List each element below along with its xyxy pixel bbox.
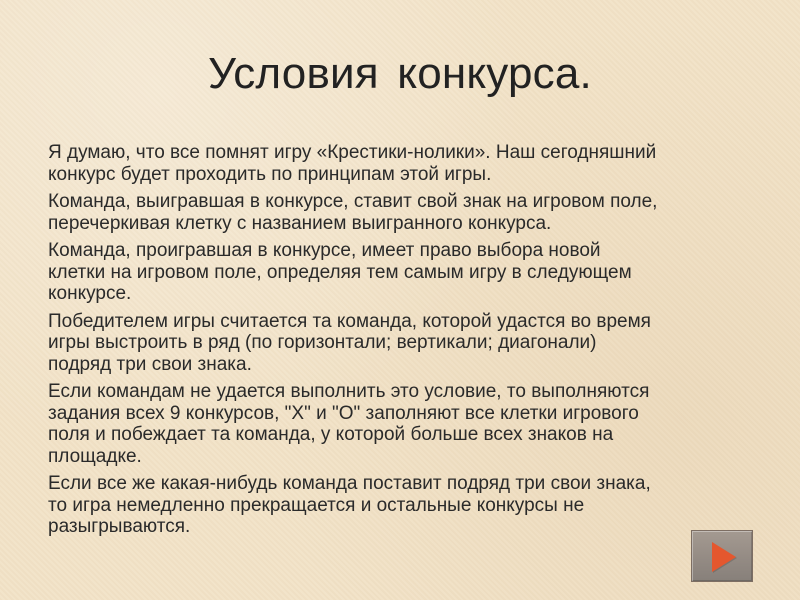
paragraph-1: Я думаю, что все помнят игру «Крестики-нолики». Наш сегодняшний конкурс будет проходить по принципам этой игры.: [48, 142, 657, 185]
paragraph-3: Команда, проигравшая в конкурсе, имеет право выбора новой клетки на игровом поле, определяя тем самым игру в следующем конкурсе.: [48, 240, 632, 304]
slide-title: Условия конкурса.: [208, 49, 592, 98]
slide-content: [48, 142, 760, 544]
play-right-icon: [712, 542, 736, 572]
paragraph-4: Победителем игры считается та команда, которой удастся во время игры выстроить в ряд (по горизонтали; вертикали; диагонали) подряд три свои знака.: [48, 310, 651, 375]
next-slide-button[interactable]: [691, 530, 753, 582]
paragraph-2: Команда, выигравшая в конкурсе, ставит свой знак на игровом поле, перечеркивая клетку с названием выигранного конкурса.: [48, 191, 658, 234]
paragraph-5: Если командам не удается выполнить это условие, то выполняются задания всех 9 конкурсов, "X" и "О" заполняют все клетки игрового поля и побеждает та команда, у которой больше всех знаков на площадке.: [48, 381, 650, 467]
paragraph-6: Если все же какая-нибудь команда поставит подряд три свои знака, то игра немедленно прекращается и остальные конкурсы не разыгрываются.: [48, 473, 651, 537]
